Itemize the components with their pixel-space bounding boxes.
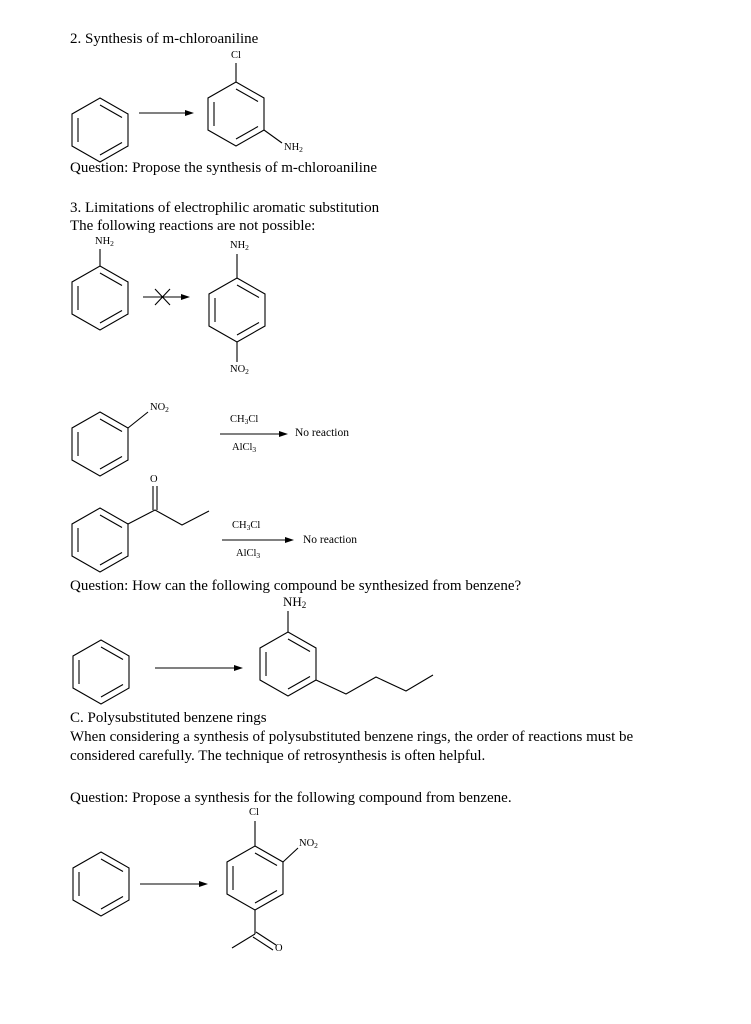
section-c-body-line-1: When considering a synthesis of polysubstituted benzene rings, the order of reactions must be — [70, 729, 634, 745]
section-2-title: 2. Synthesis of m-chloroaniline — [70, 31, 259, 47]
nitrobenzene-ring — [72, 412, 148, 476]
section-c-question: Question: Propose a synthesis for the following compound from benzene. — [70, 790, 512, 806]
benzene-ring-3 — [73, 852, 129, 916]
chloroaniline-ring — [208, 63, 282, 146]
section-3-question: Question: How can the following compound be synthesized from benzene? — [70, 578, 522, 594]
chloro-label: Cl — [231, 50, 241, 61]
target-oxygen-label: O — [275, 943, 283, 954]
target-structure — [227, 821, 298, 950]
reagent-bottom-1: AlCl$_3$ — [232, 442, 257, 454]
target-chloro-label: Cl — [249, 807, 259, 818]
propiophenone-structure — [72, 486, 209, 572]
product-nitro-label: $NO_2$ — [230, 364, 249, 376]
benzene-ring-1 — [72, 98, 128, 162]
nitrobenzene-nitro-label: $NO_2$ — [150, 402, 169, 414]
reagent-bottom-2: AlCl$_3$ — [236, 548, 261, 560]
amino-label: $NH_2$ — [284, 142, 303, 154]
target-nitro-label: $NO_2$ — [299, 838, 318, 850]
benzene-ring-2 — [73, 640, 129, 704]
section-2-question: Question: Propose the synthesis of m-chloroaniline — [70, 160, 378, 176]
butylaniline-structure — [260, 611, 433, 696]
ketone-oxygen-label: O — [150, 474, 158, 485]
target-amino-label: $NH_2$ — [283, 594, 307, 610]
reagent-top-2: $CH_3Cl$ — [232, 520, 261, 532]
no-reaction-2: No reaction — [303, 534, 357, 546]
p-nitroaniline-ring — [209, 254, 265, 362]
section-3-title: 3. Limitations of electrophilic aromatic substitution — [70, 200, 380, 216]
product-amino-label: $NH_2$ — [230, 240, 249, 252]
reaction-arrow-4 — [155, 665, 243, 671]
aniline-amino-label: $NH_2$ — [95, 236, 114, 248]
reaction-arrow-5 — [140, 881, 208, 887]
section-c-body-line-2: considered carefully. The technique of retrosynthesis is often helpful. — [70, 748, 486, 764]
aniline-ring — [72, 249, 128, 330]
reaction-arrow-1 — [139, 110, 194, 116]
reagent-top-1: $CH_3Cl$ — [230, 414, 259, 426]
no-reaction-1: No reaction — [295, 427, 349, 439]
reaction-arrow-3 — [222, 537, 294, 543]
reaction-arrow-2 — [220, 431, 288, 437]
section-c-title: C. Polysubstituted benzene rings — [70, 710, 267, 726]
section-3-subtitle: The following reactions are not possible: — [70, 218, 316, 234]
blocked-reaction-arrow — [143, 289, 190, 305]
